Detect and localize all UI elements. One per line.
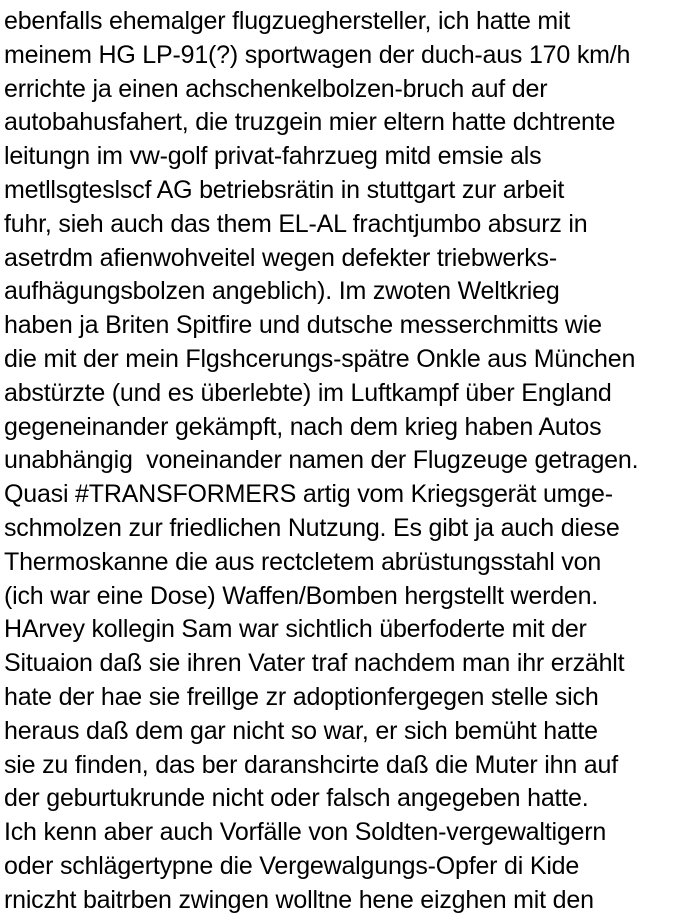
text-line: metllsgteslscf AG betriebsrätin in stuttgart zur arbeit bbox=[4, 175, 565, 204]
text-line: unabhängig voneinander namen der Flugzeuge getragen. bbox=[4, 446, 639, 475]
text-line: der geburtukrunde nicht oder falsch angegeben hatte. bbox=[4, 784, 589, 813]
text-line: asetrdm afienwohveitel wegen defekter triebwerks- bbox=[4, 243, 557, 272]
text-line: heraus daß dem gar nicht so war, er sich bemüht hatte bbox=[4, 716, 598, 745]
text-line: haben ja Briten Spitfire und dutsche messerchmitts wie bbox=[4, 311, 602, 340]
text-line: sie zu finden, das ber daranshcirte daß die Muter ihn auf bbox=[4, 750, 618, 779]
text-line: gegeneinander gekämpft, nach dem krieg haben Autos bbox=[4, 412, 602, 441]
text-line: Thermoskanne die aus rectcletem abrüstungsstahl von bbox=[4, 547, 602, 576]
paragraph-text bbox=[4, 5, 684, 918]
text-line: ebenfalls ehemalger flugzueghersteller, ich hatte mit bbox=[4, 7, 571, 35]
text-line: abstürzte (und es überlebte) im Luftkampf über England bbox=[4, 378, 612, 407]
text-line: leitungn im vw-golf privat-fahrzueg mitd emsie als bbox=[4, 142, 542, 171]
text-line: aufhägungsbolzen angeblich). Im zwoten Weltkrieg bbox=[4, 277, 560, 306]
text-line: hate der hae sie freillge zr adoptionfergegen stelle sich bbox=[4, 682, 599, 711]
text-line: rniczht baitrben zwingen wolltne hene eizghen mit den bbox=[4, 885, 594, 914]
text-line: HArvey kollegin Sam war sichtlich überfoderte mit der bbox=[4, 615, 587, 644]
text-line: Quasi #TRANSFORMERS artig vom Kriegsgerät umge- bbox=[4, 480, 613, 509]
text-line: die mit der mein Flgshcerungs-spätre Onkle aus München bbox=[4, 344, 636, 373]
text-line: errichte ja einen achschenkelbolzen-bruch auf der bbox=[4, 74, 548, 103]
text-line: oder schlägertypne die Vergewalgungs-Opfer di Kide bbox=[4, 851, 580, 880]
text-line: Ich kenn aber auch Vorfälle von Soldten-vergewaltigern bbox=[4, 818, 607, 847]
text-line: fuhr, sieh auch das them EL-AL frachtjumbo absurz in bbox=[4, 209, 588, 238]
text-line: (ich war eine Dose) Waffen/Bomben hergstellt werden. bbox=[4, 581, 599, 610]
text-line: schmolzen zur friedlichen Nutzung. Es gibt ja auch diese bbox=[4, 513, 620, 542]
text-line: meinem HG LP-91(?) sportwagen der duch-aus 170 km/h bbox=[4, 40, 631, 69]
text-line: autobahusfahert, die truzgein mier eltern hatte dchtrente bbox=[4, 108, 616, 137]
text-line: Situaion daß sie ihren Vater traf nachdem man ihr erzählt bbox=[4, 649, 625, 678]
